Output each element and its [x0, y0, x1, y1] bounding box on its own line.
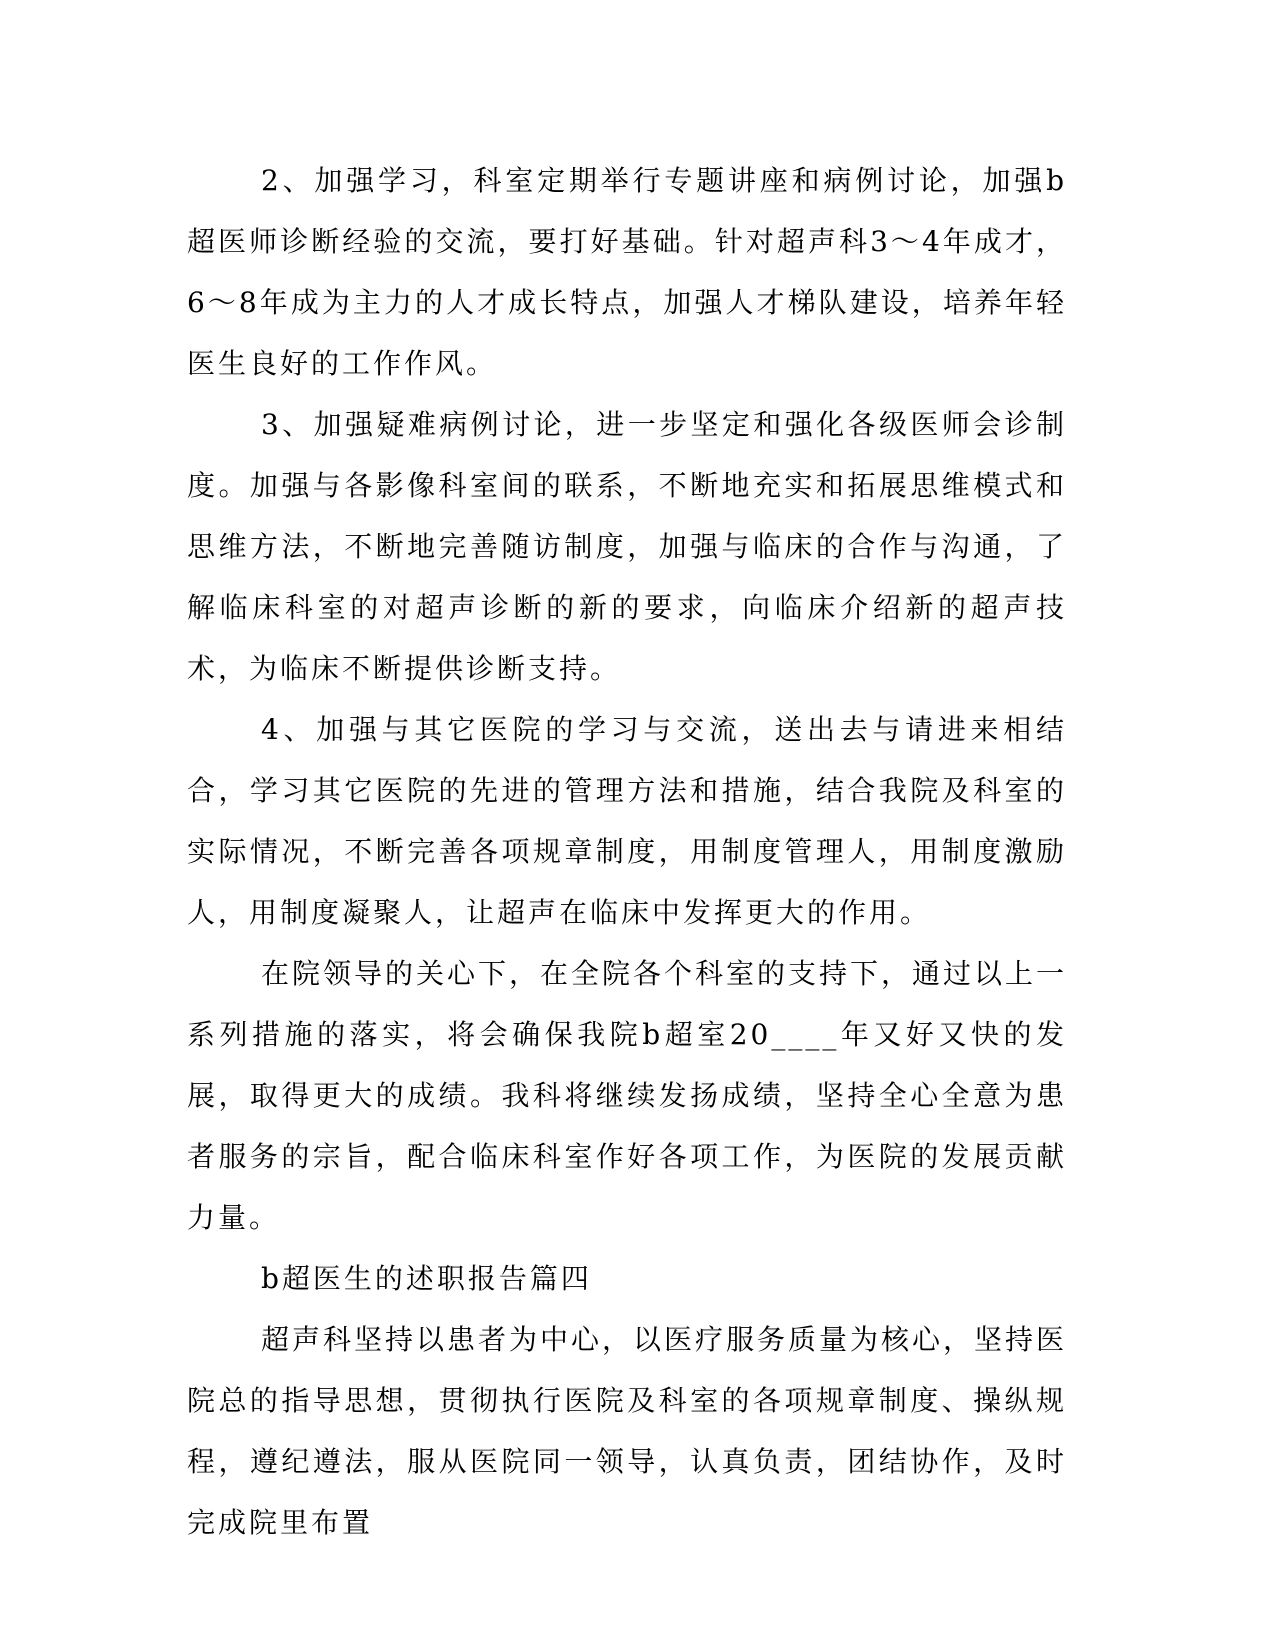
paragraph-item-3: 3、加强疑难病例讨论，进一步坚定和强化各级医师会诊制度。加强与各影像科室间的联系，不断地充实和拓展思维模式和思维方法，不断地完善随访制度，加强与临床的合作与沟通，了解临床科室的对超声诊断的新的要求，向临床介绍新的超声技术，为临床不断提供诊断支持。: [187, 408, 1067, 685]
section-intro-paragraph: 超声科坚持以患者为中心，以医疗服务质量为核心，坚持医院总的指导思想，贯彻执行医院及科室的各项规章制度、操纵规程，遵纪遵法，服从医院同一领导，认真负责，团结协作，及时完成院里布置: [187, 1323, 1068, 1539]
paragraph-item-2: 2、加强学习，科室定期举行专题讲座和病例讨论，加强b超医师诊断经验的交流，要打好基础。针对超声科3～4年成才，6～8年成为主力的人才成长特点，加强人才梯队建设，培养年轻医生良好的工作作风。: [187, 164, 1067, 380]
paragraph-item-4: 4、加强与其它医院的学习与交流，送出去与请进来相结合，学习其它医院的先进的管理方法和措施，结合我院及科室的实际情况，不断完善各项规章制度，用制度管理人，用制度激励人，用制度凝聚人，让超声在临床中发挥更大的作用。: [187, 713, 1067, 929]
document-body: [187, 150, 1067, 1553]
section-heading: b超医生的述职报告篇四: [261, 1262, 592, 1295]
closing-paragraph: 在院领导的关心下，在全院各个科室的支持下，通过以上一系列措施的落实，将会确保我院b超室20____年又好又快的发展，取得更大的成绩。我科将继续发扬成绩，坚持全心全意为患者服务的宗旨，配合临床科室作好各项工作，为医院的发展贡献力量。: [187, 957, 1068, 1234]
